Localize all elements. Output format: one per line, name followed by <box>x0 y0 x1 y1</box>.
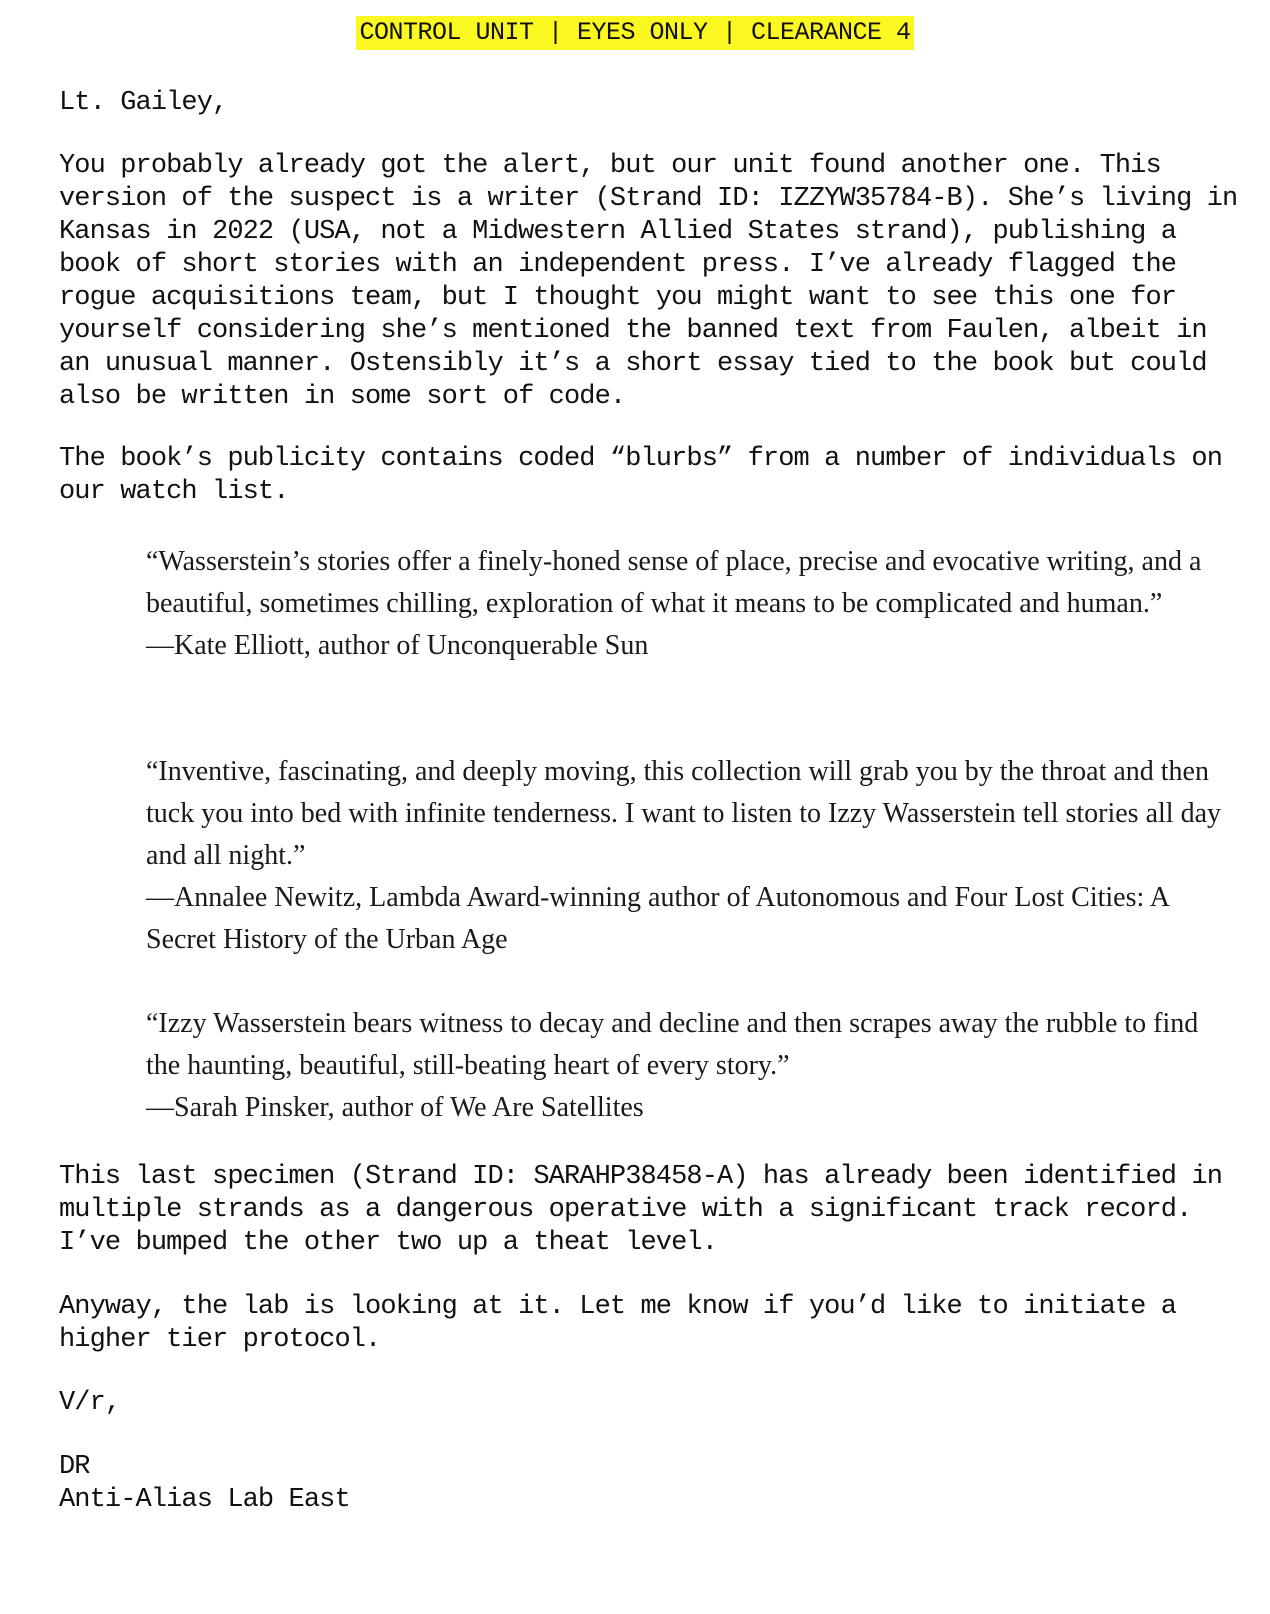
blurb-quote-block <box>146 1003 1226 1129</box>
paragraph-publicity-intro: The book’s publicity contains coded “blurbs” from a number of individuals on our watch list. <box>59 444 1223 507</box>
blurb-quote-block <box>146 541 1226 667</box>
blurb-attribution: —Kate Elliott, author of Unconquerable Sun <box>146 630 649 661</box>
signature-unit: Anti-Alias Lab East <box>59 1485 350 1515</box>
blurb-quote: “Izzy Wasserstein bears witness to decay and decline and then scrapes away the rubble to find the haunting, beautiful, still-beating heart of every story.” <box>146 1008 1199 1081</box>
blurb-quote: “Wasserstein’s stories offer a finely-honed sense of place, precise and evocative writing, and a beautiful, sometimes chilling, exploration of what it means to be complicated and human.” <box>146 546 1202 619</box>
paragraph-specimen-note: This last specimen (Strand ID: SARAHP38458-A) has already been identified in multiple strands as a dangerous operative with a significant track record. I’ve bumped the other two up a theat level. <box>59 1162 1223 1258</box>
classification-banner: CONTROL UNIT | EYES ONLY | CLEARANCE 4 <box>356 16 913 50</box>
blurb-attribution: —Sarah Pinsker, author of We Are Satellites <box>146 1092 644 1123</box>
signature-initials: DR <box>59 1452 90 1482</box>
classification-header <box>0 16 1270 50</box>
salutation: Lt. Gailey, <box>59 88 228 118</box>
blurb-attribution: —Annalee Newitz, Lambda Award-winning author of Autonomous and Four Lost Cities: A Secret History of the Urban Age <box>146 882 1169 955</box>
blurb-quote-block <box>146 751 1226 961</box>
blurb-quote: “Inventive, fascinating, and deeply moving, this collection will grab you by the throat and then tuck you into bed with infinite tenderness. I want to listen to Izzy Wasserstein tell stories all day and all night.” <box>146 756 1221 871</box>
paragraph-suspect-report: You probably already got the alert, but our unit found another one. This version of the suspect is a writer (Strand ID: IZZYW35784-B). She’s living in Kansas in 2022 (USA, not a Midwestern Allied States strand), publishing a book of short stories with an independent press. I’ve already flagged the rogue acquisitions team, but I thought you might want to see this one for yourself considering she’s mentioned the banned text from Faulen, albeit in an unusual manner. Ostensibly it’s a short essay tied to the book but could also be written in some sort of code. <box>59 151 1238 412</box>
closing: V/r, <box>59 1388 121 1418</box>
paragraph-lab-status: Anyway, the lab is looking at it. Let me know if you’d like to initiate a higher tier protocol. <box>59 1292 1177 1355</box>
